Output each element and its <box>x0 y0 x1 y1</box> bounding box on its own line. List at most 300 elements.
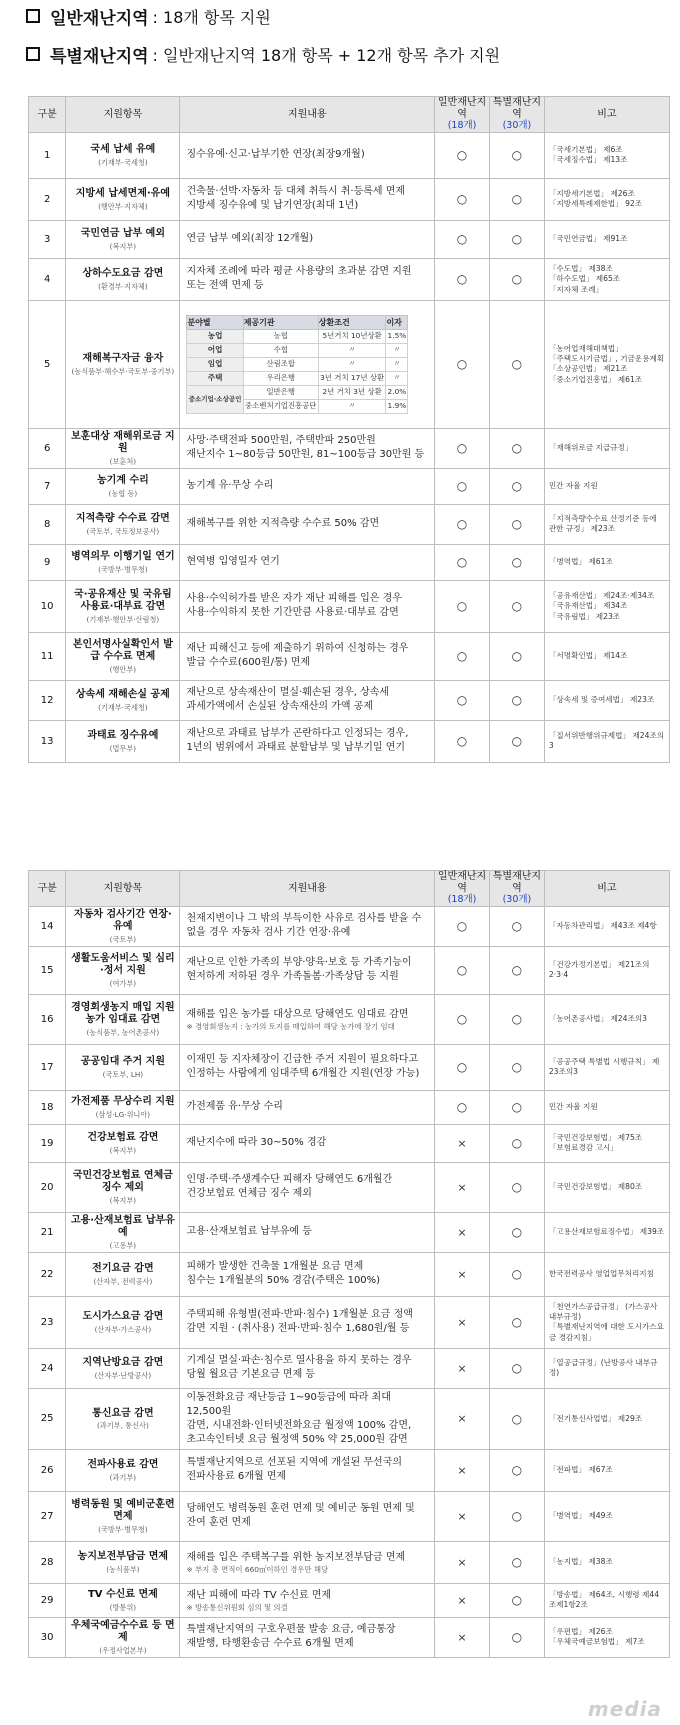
col-header-note: 비고 <box>544 97 669 133</box>
support-content-line: 연금 납부 예외(최장 12개월) <box>186 233 314 245</box>
special-disaster-title: 특별재난지역 <box>50 46 149 67</box>
support-item-agency: (농식품부·해수부·국토부·중기부) <box>71 366 175 376</box>
support-item <box>66 1541 180 1583</box>
support-item-name: 전파사용료 감면 <box>87 1459 159 1471</box>
support-item-name: 상속세 재해손실 공제 <box>75 689 170 701</box>
legal-basis-note-line: 「주택도시기금법」, 기금운용계획 <box>548 354 665 364</box>
support-item-name: 본인서명사실확인서 발급 수수료 면제 <box>72 638 173 663</box>
support-item-agency: (농식품부) <box>106 1564 140 1574</box>
support-content <box>180 258 435 300</box>
support-content-line: 특별재난지역으로 선포된 지역에 개설된 무선국의 <box>186 1457 403 1469</box>
row-number: 15 <box>29 946 66 994</box>
legal-basis-note <box>544 132 669 178</box>
loan-cond: 3년 거치 17년 상환 <box>318 371 386 385</box>
loan-row <box>187 371 408 385</box>
table-row <box>29 1617 670 1657</box>
support-content-line: 주택피해 유형별(전파·반파·침수) 1개월분 요금 정액 <box>186 1309 413 1321</box>
loan-org: 일반은행 <box>243 385 318 399</box>
col-header-general-label: 일반재난지역 <box>437 97 487 120</box>
support-item-name: 통신요금 감면 <box>92 1407 154 1419</box>
general-disaster-mark: × <box>435 1124 490 1162</box>
legal-basis-note-line: 「국민건강보험법」 제75조 <box>548 1133 643 1143</box>
support-content <box>180 946 435 994</box>
legal-basis-note <box>544 1617 669 1657</box>
col-header-general-label: 일반재난지역 <box>437 871 487 894</box>
legal-basis-note-line: 「천연가스공급규정」 (가스공사 내부규정) <box>548 1301 658 1322</box>
row-number: 16 <box>29 994 66 1044</box>
col-header-special-label: 특별재난지역 <box>492 871 542 894</box>
support-item <box>66 680 180 720</box>
support-content-line: 재난 피해에 따라 TV 수신료 면제 <box>186 1589 332 1601</box>
support-content-line: 이재민 등 지자체장이 긴급한 주거 지원이 필요하다고 <box>186 1054 419 1066</box>
support-content-line: 침수는 1개월분의 50% 경감(주택은 100%) <box>186 1275 381 1287</box>
row-number: 1 <box>29 132 66 178</box>
col-header-special-count: (30개) <box>502 894 532 905</box>
table-row <box>29 1583 670 1617</box>
legal-basis-note <box>544 258 669 300</box>
support-item-name: 국·공유재산 및 국유림 사용료·대부료 감면 <box>74 588 172 613</box>
support-content-line: 징수유예·신고·납부기한 연장(최장9개월) <box>186 149 365 161</box>
support-content-line: 지방세 징수유예 및 납기연장(최대 1년) <box>186 200 359 212</box>
general-disaster-mark: ○ <box>435 220 490 258</box>
support-item-name: 지적측량 수수료 감면 <box>75 513 170 525</box>
support-item-name: 고용·산재보험료 납부유예 <box>70 1214 175 1239</box>
row-number: 4 <box>29 258 66 300</box>
legal-basis-note-line: 「국유재산법」 제34조 <box>548 601 628 611</box>
support-item <box>66 1044 180 1090</box>
support-item-name: 병력동원 및 예비군훈련 면제 <box>71 1498 175 1523</box>
special-disaster-mark: ○ <box>489 1090 544 1124</box>
row-number: 13 <box>29 720 66 762</box>
support-table-part1 <box>28 96 670 763</box>
legal-basis-note-line: 「하수도법」 제65조 <box>548 274 621 284</box>
support-item-agency: (국토부, 국토정보공사) <box>86 526 160 536</box>
legal-basis-note-line: 한국전력공사 영업업무처리지침 <box>548 1269 654 1279</box>
col-header-note: 비고 <box>544 871 669 907</box>
legal-basis-note <box>544 428 669 468</box>
legal-basis-note-line: 「지방세특례제한법」 92조 <box>548 199 643 209</box>
row-number: 18 <box>29 1090 66 1124</box>
general-disaster-title: 일반재난지역 <box>50 8 149 29</box>
support-item-name: 지방세 납세면제·유예 <box>75 188 170 200</box>
support-item <box>66 1252 180 1296</box>
table-row <box>29 1162 670 1212</box>
special-disaster-mark: ○ <box>489 468 544 504</box>
support-content-line: 가전제품 유·무상 수리 <box>186 1101 283 1113</box>
special-disaster-mark: ○ <box>489 1583 544 1617</box>
loan-rate: 〃 <box>386 371 408 385</box>
support-content-line: 1년의 범위에서 과태료 분할납부 및 납부기일 연기 <box>186 742 406 754</box>
row-number: 29 <box>29 1583 66 1617</box>
support-content-line: 재난으로 인한 가족의 부양·양육·보호 등 가족기능이 <box>186 957 412 969</box>
general-disaster-mark: × <box>435 1617 490 1657</box>
general-disaster-mark: ○ <box>435 720 490 762</box>
support-item-agency: (산자부·난방공사) <box>94 1370 152 1380</box>
support-content-line: 없을 경우 자동차 검사 기간 연장·유예 <box>186 927 351 939</box>
watermark-logo: media <box>587 1697 662 1721</box>
general-disaster-mark: ○ <box>435 504 490 544</box>
loan-header-cell: 분야별 <box>187 315 243 329</box>
legal-basis-note-line: 「공유재산법」 제24조·제34조 <box>548 591 655 601</box>
loan-category: 중소기업·소상공인 <box>187 385 243 413</box>
table-row <box>29 1541 670 1583</box>
row-number: 28 <box>29 1541 66 1583</box>
legal-basis-note-line: 「수도법」 제38조 <box>548 264 613 274</box>
row-number: 25 <box>29 1388 66 1449</box>
support-item-name: 상하수도요금 감면 <box>82 268 164 280</box>
legal-basis-note-line: 민간 자율 지원 <box>548 1102 598 1112</box>
support-content <box>180 1162 435 1212</box>
legal-basis-note <box>544 1541 669 1583</box>
legal-basis-note-line: 「지방세기본법」 제26조 <box>548 189 635 199</box>
special-disaster-mark: ○ <box>489 1348 544 1388</box>
support-table-part2 <box>28 870 670 1658</box>
table-row <box>29 1044 670 1090</box>
general-disaster-mark: ○ <box>435 300 490 428</box>
legal-basis-note-line: 「상속세 및 증여세법」 제23조 <box>548 695 655 705</box>
support-content-line: 감면, 시내전화·인터넷전화요금 월정액 100% 감면, <box>186 1419 412 1431</box>
col-header-general-count: (18개) <box>447 120 477 131</box>
legal-basis-note <box>544 906 669 946</box>
loan-org: 중소벤처기업진흥공단 <box>243 399 318 413</box>
loan-cond: 2년 거치 3년 상환 <box>318 385 386 399</box>
special-disaster-mark: ○ <box>489 1449 544 1491</box>
support-content-line: 인명·주택·주생계수단 피해자 당해연도 6개월간 <box>186 1174 393 1186</box>
general-disaster-mark: × <box>435 1348 490 1388</box>
legal-basis-note-line: 「재해위로금 지급규정」 <box>548 443 633 453</box>
support-item <box>66 1388 180 1449</box>
support-item-agency: (국방부·병무청) <box>98 1524 148 1534</box>
support-item-agency: (기재부·행안부·산림청) <box>86 614 160 624</box>
row-number: 21 <box>29 1212 66 1252</box>
support-item-agency: (산자부·가스공사) <box>94 1324 152 1334</box>
support-content <box>180 1124 435 1162</box>
general-disaster-mark: ○ <box>435 544 490 580</box>
support-content <box>180 468 435 504</box>
support-item-name: 농지보전부담금 면제 <box>77 1551 169 1563</box>
support-content-line: 과세가액에서 손실된 상속재산의 가액 공제 <box>186 701 374 713</box>
legal-basis-note-line: 「농어업재해대책법」 <box>548 343 623 353</box>
support-content-line: 재난으로 상속재산이 멸실·훼손된 경우, 상속세 <box>186 687 390 699</box>
support-item-name: 국세 납세 유예 <box>90 144 156 156</box>
support-content <box>180 1617 435 1657</box>
row-number: 24 <box>29 1348 66 1388</box>
general-disaster-mark: ○ <box>435 132 490 178</box>
col-header-special <box>489 871 544 907</box>
legal-basis-note <box>544 504 669 544</box>
table-row <box>29 300 670 428</box>
support-content <box>180 1212 435 1252</box>
support-item-agency: (기재부·국세청) <box>98 157 148 167</box>
general-disaster-mark: ○ <box>435 428 490 468</box>
row-number: 6 <box>29 428 66 468</box>
legal-basis-note-line: 「특별재난지역에 대한 도시가스요금 경감지침」 <box>548 1322 664 1342</box>
legal-basis-note <box>544 1044 669 1090</box>
support-item <box>66 946 180 994</box>
support-content-line: 이동전화요금 재난등급 1~90등급에 따라 최대 12,500원 <box>186 1391 391 1417</box>
support-item <box>66 1449 180 1491</box>
loan-cond: 〃 <box>318 357 386 371</box>
loan-rate: 1.5% <box>386 329 408 343</box>
legal-basis-note-line: 「병역법」 제49조 <box>548 1511 613 1521</box>
row-number: 5 <box>29 300 66 428</box>
support-item-name: 병역의무 이행기일 연기 <box>71 551 175 563</box>
table-row <box>29 994 670 1044</box>
legal-basis-note-line: 「방송법」 제64조, 시행령 제44조제1항2조 <box>548 1590 660 1610</box>
support-item-agency: (삼성·LG·위니아) <box>95 1109 151 1119</box>
table-row <box>29 1449 670 1491</box>
support-content-line: 재해를 입은 주택복구를 위한 농지보전부담금 면제 <box>186 1551 406 1563</box>
table-row <box>29 220 670 258</box>
legal-basis-note-line: 「고용산재보험료징수법」 제39조 <box>548 1227 665 1237</box>
general-disaster-mark: × <box>435 1449 490 1491</box>
loan-org: 산림조합 <box>243 357 318 371</box>
legal-basis-note-line: 「농지법」 제38조 <box>548 1557 613 1567</box>
row-number: 9 <box>29 544 66 580</box>
support-item-name: 재해복구자금 융자 <box>82 353 164 365</box>
row-number: 22 <box>29 1252 66 1296</box>
table-row <box>29 258 670 300</box>
support-content-line: 인정하는 사람에게 임대주택 6개월간 지원(연장 가능) <box>186 1068 420 1080</box>
general-disaster-mark: ○ <box>435 632 490 680</box>
row-number: 20 <box>29 1162 66 1212</box>
loan-row <box>187 329 408 343</box>
support-item-name: 전기요금 감면 <box>92 1263 154 1275</box>
support-content-footnote: ※ 방송통신위원회 심의 및 의결 <box>186 1602 288 1612</box>
support-item-name: 경영회생농지 매입 지원 농가 임대료 감면 <box>71 1001 175 1026</box>
support-content-line: 잔여 훈련 면제 <box>186 1517 251 1529</box>
support-content-line: 건축물·선박·자동차 등 대체 취득시 취·등록세 면제 <box>186 186 406 198</box>
support-item-agency: (농식품부, 농어촌공사) <box>86 1027 160 1037</box>
special-disaster-mark: ○ <box>489 132 544 178</box>
special-disaster-mark: ○ <box>489 720 544 762</box>
col-header-no: 구분 <box>29 97 66 133</box>
general-disaster-mark: × <box>435 1296 490 1348</box>
legal-basis-note-line: 「서명확인법」 제14조 <box>548 651 628 661</box>
general-disaster-mark: × <box>435 1212 490 1252</box>
support-item-name: 자동차 검사기간 연장·유예 <box>74 908 172 933</box>
support-item-agency: (고용부) <box>109 1240 137 1250</box>
support-item-agency: (복지부) <box>109 1195 137 1205</box>
support-item <box>66 1348 180 1388</box>
loan-cond: 5년거치 10년상환 <box>318 329 386 343</box>
general-disaster-mark: × <box>435 1388 490 1449</box>
legal-basis-note-line: 「질서위반행위규제법」 제24조의3 <box>548 731 665 751</box>
support-item <box>66 220 180 258</box>
support-content-line: 천재지변이나 그 밖의 부득이한 사유로 검사를 받을 수 <box>186 913 422 925</box>
special-disaster-mark: ○ <box>489 1541 544 1583</box>
table-row <box>29 428 670 468</box>
legal-basis-note <box>544 468 669 504</box>
support-content-line: 발급 수수료(600원/통) 면제 <box>186 657 311 669</box>
row-number: 7 <box>29 468 66 504</box>
support-content <box>180 544 435 580</box>
support-item <box>66 1124 180 1162</box>
special-disaster-heading <box>26 40 500 68</box>
special-disaster-mark: ○ <box>489 1124 544 1162</box>
general-disaster-mark: × <box>435 1583 490 1617</box>
row-number: 30 <box>29 1617 66 1657</box>
row-number: 8 <box>29 504 66 544</box>
loan-category: 임업 <box>187 357 243 371</box>
support-content-line: 재난지수에 따라 30~50% 경감 <box>186 1137 327 1149</box>
support-content-line: 재난지수 1~80등급 50만원, 81~100등급 30만원 등 <box>186 449 425 461</box>
row-number: 2 <box>29 178 66 220</box>
support-content <box>180 680 435 720</box>
support-item-agency: (행안부·지자체) <box>98 201 148 211</box>
general-disaster-mark: ○ <box>435 946 490 994</box>
table-row <box>29 580 670 632</box>
support-item-agency: (국방부·병무청) <box>98 564 148 574</box>
col-header-content: 지원내용 <box>180 97 435 133</box>
support-item-agency: (복지부) <box>109 1145 137 1155</box>
legal-basis-note-line: 민간 자율 지원 <box>548 481 598 491</box>
legal-basis-note <box>544 1491 669 1541</box>
loan-header-cell: 이자 <box>386 315 408 329</box>
legal-basis-note-line: 「병역법」 제61조 <box>548 557 613 567</box>
legal-basis-note <box>544 300 669 428</box>
row-number: 12 <box>29 680 66 720</box>
support-item-agency: (농협 등) <box>108 488 138 498</box>
row-number: 23 <box>29 1296 66 1348</box>
row-number: 11 <box>29 632 66 680</box>
legal-basis-note <box>544 1124 669 1162</box>
loan-row <box>187 357 408 371</box>
support-item <box>66 580 180 632</box>
support-item <box>66 994 180 1044</box>
legal-basis-note-line: 「보험료경감 고시」 <box>548 1143 618 1153</box>
row-number: 17 <box>29 1044 66 1090</box>
table-row <box>29 132 670 178</box>
support-item-agency: (복지부) <box>109 241 137 251</box>
col-header-general-count: (18개) <box>447 894 477 905</box>
support-item-name: 공공임대 주거 지원 <box>80 1056 165 1068</box>
support-item-name: 국민건강보험료 연체금 징수 제외 <box>72 1169 173 1194</box>
general-disaster-mark: ○ <box>435 1090 490 1124</box>
loan-cond: 〃 <box>318 399 386 413</box>
special-disaster-mark: ○ <box>489 1044 544 1090</box>
support-content <box>180 1348 435 1388</box>
legal-basis-note <box>544 1348 669 1388</box>
legal-basis-note <box>544 544 669 580</box>
support-content <box>180 1388 435 1449</box>
support-item-name: TV 수신료 면제 <box>87 1589 158 1601</box>
support-item <box>66 1583 180 1617</box>
support-item-agency: (과기부) <box>109 1472 137 1482</box>
support-item-agency: (국토부) <box>109 934 137 944</box>
support-item-agency: (여가부) <box>109 978 137 988</box>
support-content <box>180 720 435 762</box>
legal-basis-note-line: 「국민건강보험법」 제80조 <box>548 1182 643 1192</box>
support-content <box>180 1583 435 1617</box>
col-header-item: 지원항목 <box>66 871 180 907</box>
support-item-name: 과태료 징수유예 <box>87 730 159 742</box>
table-row <box>29 1252 670 1296</box>
support-item-agency: (과기부, 통신사) <box>96 1421 149 1431</box>
special-disaster-mark: ○ <box>489 1491 544 1541</box>
support-content <box>180 994 435 1044</box>
table-row <box>29 468 670 504</box>
legal-basis-note-line: 「우편법」 제26조 <box>548 1627 613 1637</box>
row-number: 14 <box>29 906 66 946</box>
loan-header-row <box>187 315 408 329</box>
support-item <box>66 258 180 300</box>
support-content <box>180 1541 435 1583</box>
support-content-line: 재발행, 타행환송금 수수료 6개월 면제 <box>186 1638 354 1650</box>
table-row <box>29 1348 670 1388</box>
special-disaster-mark: ○ <box>489 632 544 680</box>
loan-cond: 〃 <box>318 343 386 357</box>
support-item <box>66 1491 180 1541</box>
legal-basis-note-line: 「지자체 조례」 <box>548 284 604 294</box>
support-content-line: 건강보험료 연체금 징수 제외 <box>186 1188 312 1200</box>
general-disaster-mark: ○ <box>435 258 490 300</box>
support-content <box>180 428 435 468</box>
table-row <box>29 178 670 220</box>
loan-org: 우리은행 <box>243 371 318 385</box>
legal-basis-note-line: 「중소기업진흥법」 제61조 <box>548 374 643 384</box>
special-disaster-mark: ○ <box>489 300 544 428</box>
general-disaster-mark: ○ <box>435 468 490 504</box>
table-row <box>29 1296 670 1348</box>
row-number: 3 <box>29 220 66 258</box>
legal-basis-note-line: 「공공주택 특별법 시행규칙」 제23조의3 <box>548 1057 660 1077</box>
table-row <box>29 906 670 946</box>
support-item-name: 농기계 수리 <box>96 475 149 487</box>
table-row <box>29 1491 670 1541</box>
general-disaster-mark: ○ <box>435 680 490 720</box>
legal-basis-note-line: 「국세징수법」 제13조 <box>548 155 628 165</box>
legal-basis-note-line: 「열공급규정」(난방공사 내부규정) <box>548 1358 658 1378</box>
header-row <box>29 97 670 133</box>
loan-conditions-table <box>186 315 408 414</box>
row-number: 19 <box>29 1124 66 1162</box>
legal-basis-note <box>544 1296 669 1348</box>
special-disaster-mark: ○ <box>489 1162 544 1212</box>
general-disaster-mark: ○ <box>435 1044 490 1090</box>
support-content-line: 전파사용료 6개월 면제 <box>186 1471 287 1483</box>
legal-basis-note <box>544 1090 669 1124</box>
support-content <box>180 1252 435 1296</box>
general-disaster-mark: ○ <box>435 994 490 1044</box>
support-item <box>66 1090 180 1124</box>
legal-basis-note <box>544 946 669 994</box>
support-content-line: 또는 전액 면제 등 <box>186 280 264 292</box>
support-item-name: 건강보험료 감면 <box>87 1132 159 1144</box>
special-disaster-mark: ○ <box>489 994 544 1044</box>
loan-rate: 〃 <box>386 343 408 357</box>
legal-basis-note <box>544 632 669 680</box>
col-header-general <box>435 871 490 907</box>
support-item-name: 생활도움서비스 및 심리·정서 지원 <box>71 952 175 977</box>
checkbox-square-icon <box>26 47 40 61</box>
legal-basis-note <box>544 220 669 258</box>
legal-basis-note <box>544 178 669 220</box>
support-content <box>180 1296 435 1348</box>
general-disaster-mark: × <box>435 1541 490 1583</box>
support-item <box>66 178 180 220</box>
support-content <box>180 178 435 220</box>
support-item-agency: (행안부) <box>109 664 137 674</box>
support-content-line: 당해연도 병력동원 훈련 면제 및 예비군 동원 면제 및 <box>186 1503 415 1515</box>
support-item <box>66 1296 180 1348</box>
general-disaster-desc: : 18개 항목 지원 <box>152 7 271 27</box>
legal-basis-note <box>544 720 669 762</box>
loan-org: 수협 <box>243 343 318 357</box>
support-content-line: 사용·수익허가를 받은 자가 재난 피해를 입은 경우 <box>186 593 402 605</box>
special-disaster-mark: ○ <box>489 1212 544 1252</box>
support-content <box>180 1491 435 1541</box>
